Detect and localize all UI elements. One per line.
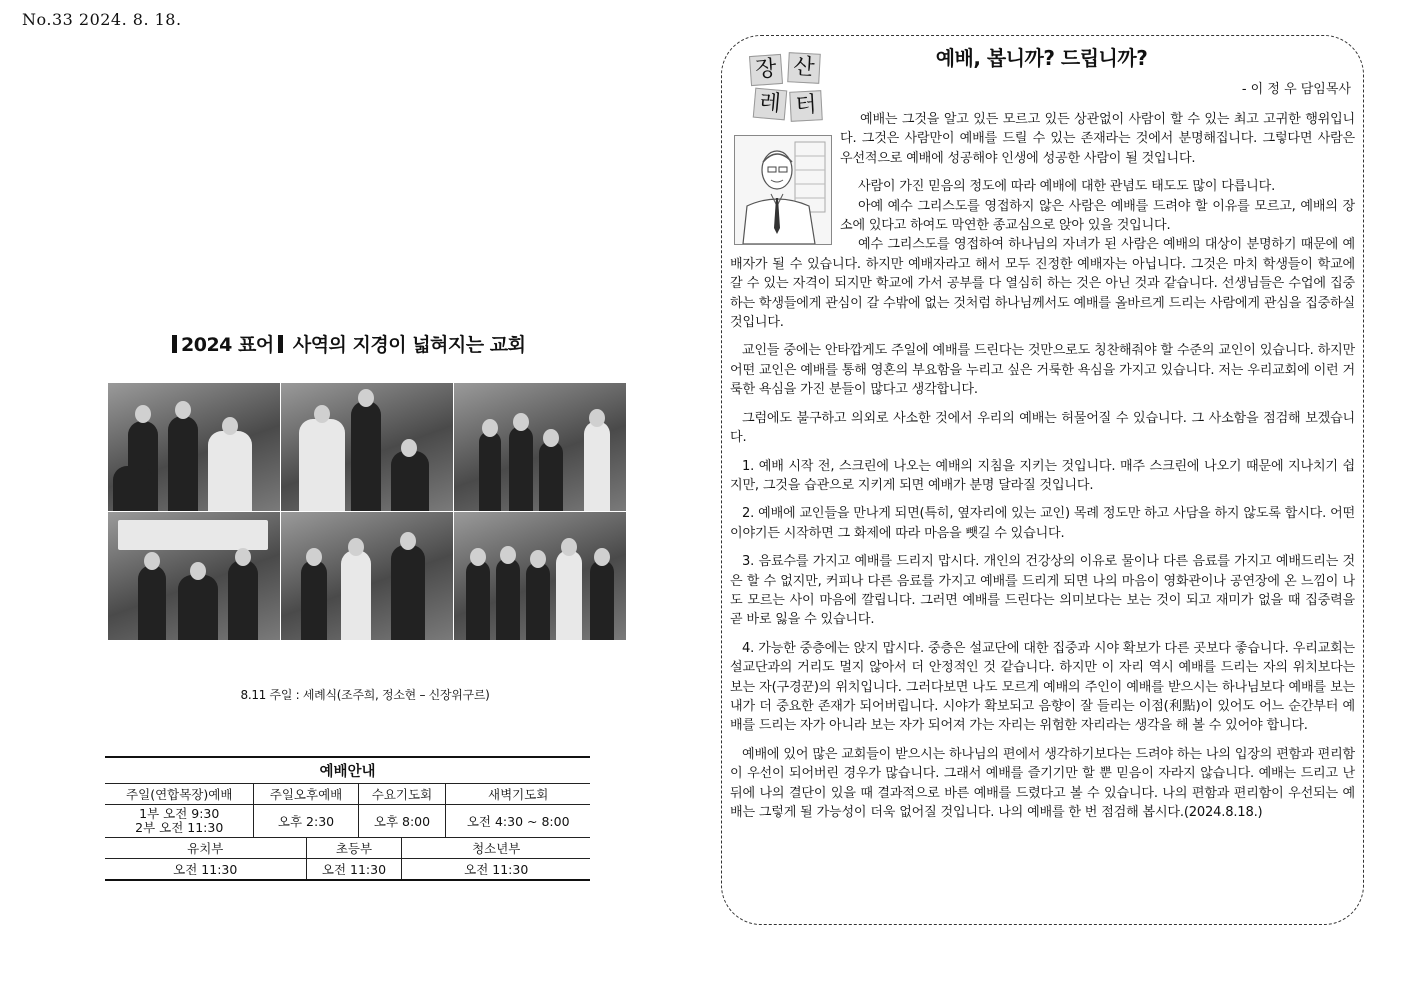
church-motto: [168, 330, 525, 357]
letter-paragraph-2: 사람이 가진 믿음의 정도에 따라 예배에 대한 관념도 태도도 많이 다릅니다.: [858, 179, 1276, 195]
logo-tile-3: 레: [753, 88, 787, 121]
photo-6: [454, 512, 626, 640]
letter-paragraph-4: 예수 그리스도를 영접하여 하나님의 자녀가 된 사람은 예배의 대상이 분명하기 때문에 예배자가 될 수 있습니다. 하지만 예배자라고 해서 모두 진정한 예배자는 아닙니다. 그것은 마치 학생들이 학교에 갈 수 있는 자격이 되지만 학교에 가서 공부를 다 열심히 하는 것은 아닌 것과 같습니다. 선생님들은 수업에 집중하는 학생들에게 관심이 갈 수밖에 없는 것처럼 하나님께서도 예배를 올바르게 드리는 사람에게 관심을 집중하실 것입니다.: [730, 237, 1355, 331]
service-schedule-table: [105, 756, 590, 881]
photo-1: [108, 383, 280, 511]
motto-bar-right: [278, 335, 283, 353]
letter-body: [730, 110, 1355, 822]
photo-caption: 8.11 주일 : 세례식(조주희, 정소현 – 신장위구르): [240, 688, 490, 702]
service-time-sunday-first: 1부 오전 9:30: [139, 806, 220, 821]
dept-time-elementary: 오전 11:30: [306, 859, 402, 881]
letter-paragraph-3: 아예 예수 그리스도를 영접하지 않은 사람은 예배를 드려야 할 이유를 모르고, 예배의 장소에 있다고 하여도 막연한 종교심으로 앉아 있을 것입니다.: [840, 198, 1355, 234]
motto-bar-left: [172, 335, 177, 353]
service-time-sunday: [105, 805, 254, 838]
service-time-dawn: 오전 4:30 ~ 8:00: [446, 805, 590, 838]
service-table-title: 예배안내: [105, 757, 590, 784]
motto-year: 2024 표어: [181, 334, 274, 356]
logo-tile-1: 장: [749, 54, 783, 86]
letter-author: - 이 정 우 담임목사: [1241, 82, 1351, 97]
baptism-photo-collage: [108, 383, 624, 639]
dept-time-kindergarten: 오전 11:30: [105, 859, 306, 881]
logo-tile-4: 터: [789, 90, 823, 122]
service-time-sunday-second: 2부 오전 11:30: [135, 820, 224, 835]
letter-paragraph-9: 3. 음료수를 가지고 예배를 드리지 맙시다. 개인의 건강상의 이유로 물이나 다른 음료를 가지고 예배드리는 것은 할 수 없지만, 커피나 다른 음료를 가지고 예배를 드리게 되면 나의 마음이 영화관이나 공연장에 온 느낌이 나도 모르는 사이 마음에 깔립니다. 그러면 예배를 드린다는 의미보다는 보는 것이 되고 재미가 없을 때 집중력을 곧 바로 잃을 수 있습니다.: [730, 554, 1355, 628]
service-header-wednesday: 수요기도회: [358, 784, 446, 805]
issue-number-date: No.33 2024. 8. 18.: [22, 10, 182, 29]
service-time-wednesday: 오후 8:00: [358, 805, 446, 838]
letter-paragraph-8: 2. 예배에 교인들을 만나게 되면(특히, 옆자리에 있는 교인) 목례 정도만 하고 사담을 하지 않도록 합시다. 어떤 이야기든 시작하면 그 화제에 따라 마음을 뺏길 수 있습니다.: [730, 506, 1355, 541]
photo-4: [108, 512, 280, 640]
dept-header-kindergarten: 유치부: [105, 838, 306, 859]
photo-5: [281, 512, 453, 640]
letter-paragraph-6: 그럼에도 불구하고 의외로 사소한 것에서 우리의 예배는 허물어질 수 있습니다. 그 사소함을 점검해 보겠습니다.: [730, 410, 1355, 446]
letter-paragraph-7: 1. 예배 시작 전, 스크린에 나오는 예배의 지침을 지키는 것입니다. 매주 스크린에 나오기 때문에 지나치기 쉽지만, 그것을 습관으로 지키게 되면 예배가 분명 달라질 것입니다.: [730, 458, 1355, 493]
service-header-sunday: 주일(연합목장)예배: [105, 784, 254, 805]
photo-2: [281, 383, 453, 511]
dept-time-youth: 오전 11:30: [402, 859, 590, 881]
logo-tile-2: 산: [787, 52, 821, 84]
photo-3: [454, 383, 626, 511]
letter-paragraph-11: 예배에 있어 많은 교회들이 받으시는 하나님의 편에서 생각하기보다는 드려야 하는 나의 입장의 편함과 편리함이 우선이 되어버린 경우가 많습니다. 그래서 예배를 즐기기만 할 뿐 믿음이 자라지 않습니다. 예배는 드리고 난 뒤에 나의 결단이 있을 때 결과적으로 바른 예배를 드렸다고 볼 수 있습니다. 나의 편함과 편리함이 우선되는 예배는 그렇게 될 가능성이 더욱 없어질 것입니다. 나의 예배를 한 번 점검해 봅시다.(2024.8.18.): [730, 746, 1355, 820]
service-time-sunday-afternoon: 오후 2:30: [254, 805, 358, 838]
motto-text: 사역의 지경이 넓혀지는 교회: [292, 334, 526, 356]
letter-paragraph-10: 4. 가능한 중층에는 앉지 맙시다. 중층은 설교단에 대한 집중과 시야 확보가 다른 곳보다 좋습니다. 우리교회는 설교단과의 거리도 멀지 않아서 더 안정적인 것 같습니다. 하지만 이 자리 역시 예배를 드리는 자의 위치보다는 보는 자(구경꾼)의 위치입니다. 그러다보면 나도 모르게 예배의 주인이 예배를 받으시는 하나님보다 예배를 보는 내가 더 중요한 존재가 되어버립니다. 시야가 확보되고 음향이 잘 들리는 이점(利點)이 있어도 어느 순간부터 예배를 드리는 자가 아니라 보는 자가 되어져 가는 자리는 위험한 자리라는 생각을 해 볼 수 있어야 합니다.: [730, 640, 1355, 734]
letter-title: 예배, 봅니까? 드립니까?: [935, 46, 1148, 70]
dept-header-elementary: 초등부: [306, 838, 402, 859]
letter-paragraph-5: 교인들 중에는 안타깝게도 주일에 예배를 드린다는 것만으로도 칭찬해줘야 할 수준의 교인이 있습니다. 하지만 어떤 교인은 예배를 통해 영혼의 부요함을 누리고 싶은 거룩한 욕심을 가지고 있습니다. 저는 우리교회에 이런 거룩한 욕심을 가진 분들이 많다고 생각합니다.: [730, 343, 1355, 398]
letter-paragraph-1: 예배는 그것을 알고 있든 모르고 있든 상관없이 사람이 할 수 있는 최고 고귀한 행위입니다. 그것은 사람만이 예배를 드릴 수 있는 존재라는 것에서 분명해집니다. 그렇다면 사람은 우선적으로 예배에 성공해야 인생에 성공한 사람이 될 것입니다.: [840, 112, 1355, 166]
service-header-dawn: 새벽기도회: [446, 784, 590, 805]
dept-header-youth: 청소년부: [402, 838, 590, 859]
service-header-sunday-afternoon: 주일오후예배: [254, 784, 358, 805]
